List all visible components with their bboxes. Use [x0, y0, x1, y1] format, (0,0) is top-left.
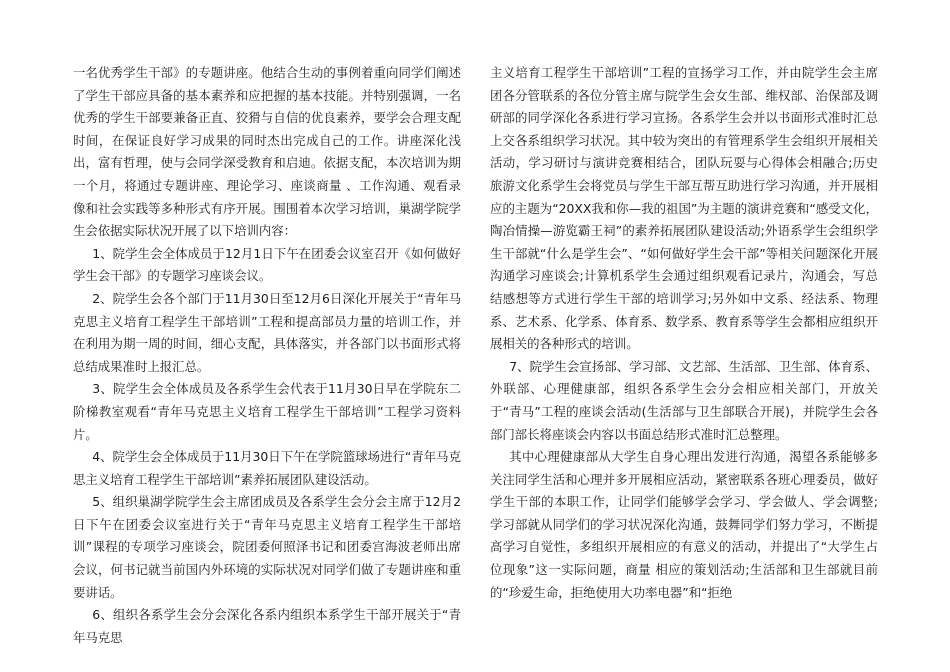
paragraph: 2、院学生会各个部门于11月30日至12月6日深化开展关于“青年马克思主义培育工程学生干部培训”工程和提高部员力量的培训工作，并在利用为期一周的时间，细心支配，具体落实，并各部门以书面形式将总结成果准时上报汇总。 — [73, 290, 461, 374]
paragraph: 3、院学生会全体成员及各系学生会代表于11月30日早在学院东二阶梯教室观看“青年马克思主义培育工程学生干部培训”工程学习资料片。 — [73, 381, 461, 442]
paragraph: 4、院学生会全体成员于11月30日下午在学院篮球场进行“青年马克思主义培育工程学生干部培训”素养拓展团队建设活动。 — [73, 449, 461, 487]
right-text-column — [490, 62, 878, 604]
paragraph: 一名优秀学生干部》的专题讲座。他结合生动的事例着重向同学们阐述了学生干部应具备的基本素养和应把握的基本技能。并特别强调，一名优秀的学生干部要兼备正直、狡猾与自信的优良素养，要学会合理支配时间，在保证良好学习成果的同时杰出完成自己的工作。讲座深化浅出，富有哲理，使与会同学深受教育和启迪。依据支配，本次培训为期一个月，将通过专题讲座、理论学习、座谈商量 、工作沟通、观看录像和社会实践等多种形式有序开展。围围着本次学习培训，巢湖学院学生会依据实际状况开展了以下培训内容： — [73, 65, 461, 239]
left-text-column — [73, 62, 461, 649]
paragraph: 7、院学生会宣扬部、学习部、文艺部、生活部、卫生部、体育系、外联部、心理健康部，组织各系学生会分会相应相关部门，开放关于“青马”工程的座谈会活动(生活部与卫生部联合开展)，并院学生会各部门部长将座谈会内容以书面总结形式准时汇总整理。 — [490, 358, 878, 442]
paragraph: 6、组织各系学生会分会深化各系内组织本系学生干部开展关于“青年马克思 — [73, 607, 461, 645]
paragraph: 1、院学生会全体成员于12月1日下午在团委会议室召开《如何做好学生会干部》的专题学习座谈会议。 — [73, 245, 461, 284]
paragraph: 其中心理健康部从大学生自身心理出发进行沟通，渴望各系能够多关注同学生活和心理并多开展相应活动，紧密联系各班心理委员，做好学生干部的本职工作，让同学们能够学会学习、学会做人、学会调整;学习部就从同学们的学习状况深化沟通，鼓舞同学们努力学习，不断提高学习自觉性，多组织开展相应的有意义的活动，并提出了“大学生占位现象”这一实际问题，商量 相应的策划活动;生活部和卫生部就目前的“珍爱生命，拒绝使用大功率电器”和“拒绝 — [490, 449, 878, 600]
paragraph: 主义培育工程学生干部培训”工程的宣扬学习工作，并由院学生会主席团各分管联系的各位分管主席与院学生会女生部、维权部、治保部及调研部的同学深化各系进行学习宣扬。各系学生会并以书面形式准时汇总上交各系组织学习状况。其中较为突出的有管理系学生会组织开展相关活动，学习研讨与演讲竞赛相结合，团队玩耍与心得体会相融合;历史旅游文化系学生会将党员与学生干部互帮互助进行学习沟通，并开展相应的主题为“20XX我和你—我的祖国”为主题的演讲竞赛和“感受文化，陶冶情操—游览霸王祠”的素养拓展团队建设活动;外语系学生会组织学生干部就“什么是学生会”、“如何做好学生会干部”等相关问题深化开展沟通学习座谈会;计算机系学生会通过组织观看记录片，沟通会，写总结感想等方式进行学生干部的培训学习;另外如中文系、经法系、物理系、艺术系、化学系、体育系、数学系、教育系等学生会都相应组织开展相关的各种形式的培训。 — [490, 65, 878, 352]
paragraph: 5、组织巢湖学院学生会主席团成员及各系学生会分会主席于12月2日下午在团委会议室进行关于“青年马克思主义培育工程学生干部培训”课程的专项学习座谈会，院团委何照泽书记和团委宫海波老师出席会议，何书记就当前国内外环境的实际状况对同学们做了专题讲座和重要讲话。 — [73, 494, 461, 600]
